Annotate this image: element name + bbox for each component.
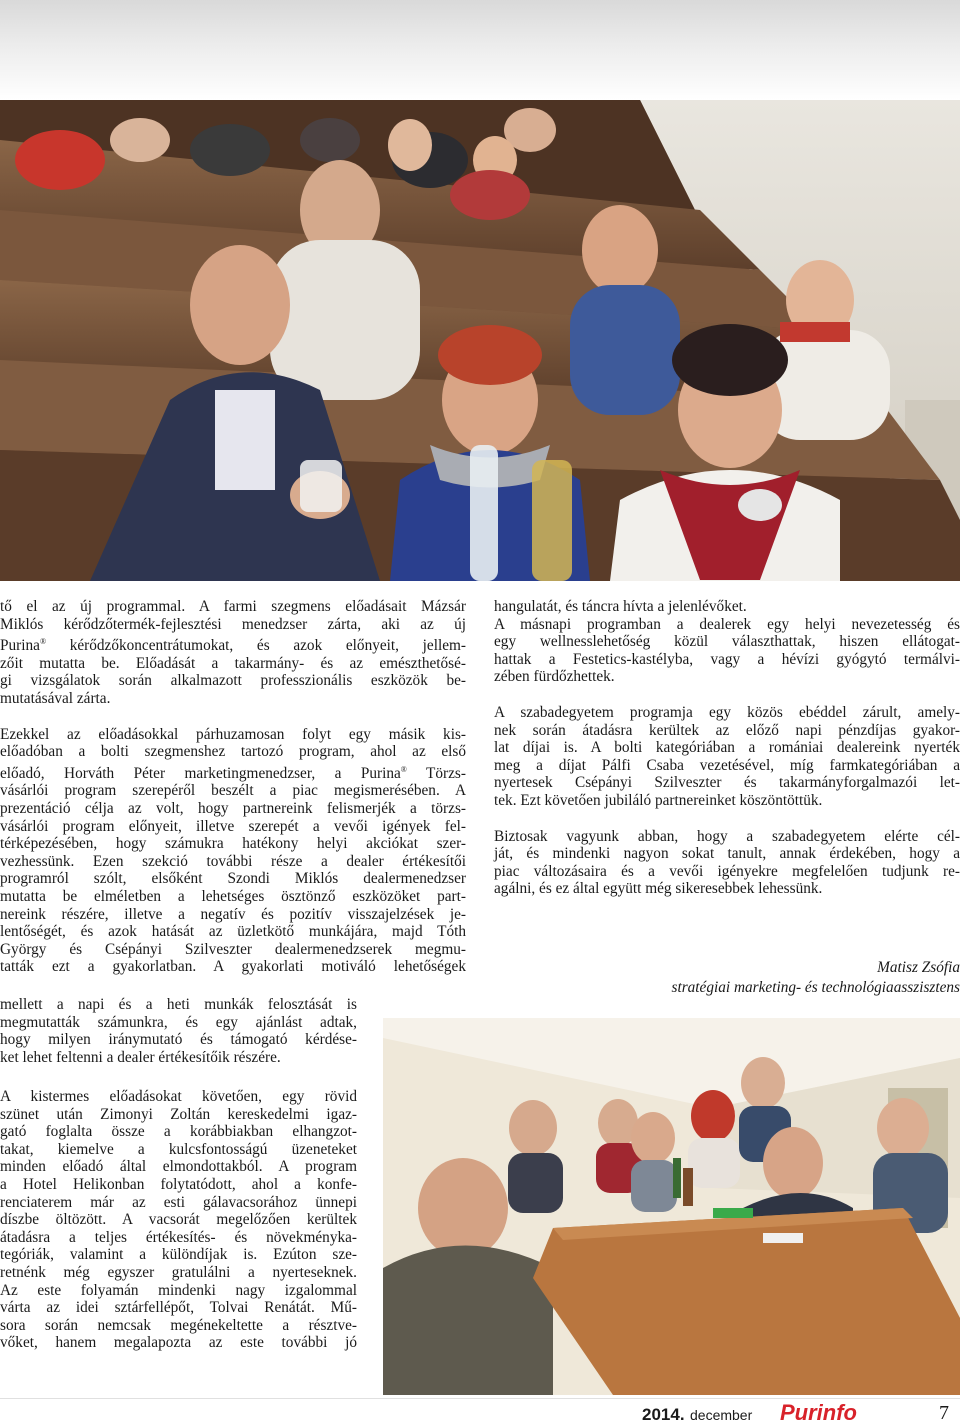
text-line: ját, és mindenki nagyon sokat tanult, annak érdekében, hogy a — [494, 845, 960, 863]
text-line: György és Csépányi Szilveszter dealermenedzserek megmu- — [0, 940, 466, 958]
purinfo-logo-text: Purinfo — [780, 1401, 857, 1423]
footer-divider — [0, 1398, 960, 1399]
text-line: vezhessünk. Ezen szekció további része a dealer értékesítői — [0, 852, 466, 870]
parallel-session-paragraph — [0, 726, 466, 976]
text-line: nyertesek Csépányi Szilveszter és takarmányforgalmazói let- — [494, 774, 960, 792]
text-line: minden előadó által elmondottakból. A program — [0, 1158, 357, 1176]
author-signature — [672, 958, 960, 998]
text-line: vőket, hanem megalapozta az este további jó — [0, 1334, 357, 1352]
text-line: a Hotel Helikonban folytatódott, ahol a konfe- — [0, 1175, 357, 1193]
registered-mark: ® — [400, 764, 407, 774]
left-column-narrow-part — [0, 996, 357, 1066]
text-fragment: kérődzőkoncentrátumokat, és azok előnyeit, jellem- — [46, 637, 466, 655]
text-line: lentőségét, és azok hatását az üzletkötő munkájára, majd Tóth — [0, 923, 466, 941]
text-line: térképezésében, hogy számukra hatékony helyi akciókat szer- — [0, 835, 466, 853]
gala-paragraph-text — [0, 1088, 357, 1352]
text-line: piac változásaira és a vevői igényekre megfelelően tudjunk re- — [494, 862, 960, 880]
text-line: Ezekkel az előadásokkal párhuzamosan folyt egy másik kis- — [0, 725, 466, 743]
author-title: stratégiai marketing- és technológiaasszisztens — [671, 979, 960, 996]
text-line: hattak a Festetics-kastélyba, vagy a hévízi gyógytó termálvi- — [494, 650, 960, 668]
text-line: vásárlói program szerepéről beszélt a piac megismerésében. A — [0, 782, 466, 800]
text-line: A szabadegyetem programja egy közös ebéddel zárult, amely- — [494, 703, 960, 721]
page-number: 7 — [939, 1402, 949, 1424]
text-line: A kistermes előadásokat követően, egy rövid — [0, 1088, 357, 1105]
text-line: mellett a napi és a heti munkák felosztását is — [0, 996, 357, 1013]
right-column — [494, 598, 960, 898]
text-line: takat, kiemelve a kulcsfontosságú üzeneteket — [0, 1140, 357, 1158]
text-line: agálni, és ez által együtt még sikeresebbek lehessünk. — [494, 880, 823, 898]
text-line: lat díjai is. A bolti kategóriában a romániai dealereink nyerték — [494, 739, 960, 757]
text-line: átadásra a teljes értékesítés- és növekményka- — [0, 1228, 357, 1246]
text-line: renciaterem már az esti gálavacsorához ünnepi — [0, 1193, 357, 1211]
text-line: tő el az új programmal. A farmi szegmens előadásait Mázsár — [0, 598, 466, 615]
text-line: egy wellnesslehetőség közül választhattak, hiszen ellátogat- — [494, 633, 960, 651]
text-fragment: Törzs- — [406, 764, 466, 782]
text-line: retnénk még egyszer gratulálni a nyerteseknek. — [0, 1263, 357, 1281]
text-fragment: előadó, Horváth Péter marketingmenedzser, a Purina — [0, 764, 401, 782]
text-line: vásárlói program előnyeit, illetve szerepét a vevői igények fel- — [0, 817, 466, 835]
text-line: előadóban a bolti szegmenshez tartozó program, ahol az első — [0, 743, 466, 761]
text-line: gató foglalta össze a korábbiakban elhangzot- — [0, 1123, 357, 1141]
lecture-hall-photo — [0, 100, 960, 581]
text-line: zőit mutatta be. Előadását a takarmány- és az emészthetősé- — [0, 654, 466, 672]
text-line: mutatásával zárta. — [0, 689, 111, 707]
intro-paragraph — [0, 598, 466, 708]
lecture-hall-illustration — [0, 100, 960, 581]
left-column — [0, 598, 466, 976]
text-line: zében fürdőzhettek. — [494, 668, 615, 686]
text-line: Miklós kérődzőtermék-fejlesztési menedzser zárta, aki az új — [0, 615, 466, 633]
text-line: megmutatták számunkra, és egy ajánlást adtak, — [0, 1013, 357, 1031]
text-line: A másnapi programban a dealerek egy helyi nevezetesség és — [494, 615, 960, 633]
text-line: várta az idei sztárfellépőt, Tolvai Renátát. Mű- — [0, 1299, 357, 1317]
text-line — [0, 761, 466, 783]
text-line: Biztosak vagyunk abban, hogy a szabadegyetem elérte cél- — [494, 827, 960, 845]
registered-mark: ® — [39, 637, 47, 647]
text-line: hogy milyen iránymutató és támogató kérdése- — [0, 1031, 357, 1049]
text-line: gi vizsgálatok során alkalmazott professzionális eszközök be- — [0, 672, 466, 690]
text-line: mutatta be elméletben a lehetséges ösztönző eszközöket part- — [0, 887, 466, 905]
header-fade — [0, 0, 960, 100]
text-line: sora során nemcsak megénekeltette a résztve- — [0, 1316, 357, 1334]
text-line: prezentáció célja az volt, hogy partnereink felismerjék a törzs- — [0, 799, 466, 817]
text-line: nek során átadásra kerültek az előző napi pénzdíjas gyakor- — [494, 721, 960, 739]
text-line — [0, 633, 466, 655]
footer-month: december — [690, 1407, 753, 1423]
meeting-room-illustration — [383, 1018, 960, 1395]
text-line: meg a díjat Pálfi Csaba vezetésével, míg farmkategóriában a — [494, 756, 960, 774]
gala-paragraph — [0, 1088, 357, 1352]
meeting-room-photo — [383, 1018, 960, 1395]
closing-lunch-paragraph — [494, 704, 960, 810]
text-line: Az este folyamán mindenki nagy izgalommal — [0, 1281, 357, 1299]
text-line: tegóriák, valamint a különdíjak is. Ezúton sze- — [0, 1246, 357, 1264]
text-line: nereink részére, illetve a negatív és pozitív visszajelzések je- — [0, 905, 466, 923]
text-line: programról szólt, elsőként Szondi Miklós dealermenedzser — [0, 870, 466, 888]
text-line: tek. Ezt követően jubiláló partnereinket köszöntöttük. — [494, 791, 823, 809]
footer-year: 2014. — [642, 1405, 685, 1424]
text-line: ket lehet feltenni a dealer értékesítőik részére. — [0, 1048, 281, 1066]
text-line: tatták ezt a gyakorlatban. A gyakorlati motiváló lehetőségek — [0, 958, 466, 976]
author-name: Matisz Zsófia — [877, 959, 960, 976]
purinfo-logo — [780, 1401, 904, 1423]
next-day-paragraph — [494, 598, 960, 686]
purina-word: Purina — [0, 637, 40, 655]
text-line: hangulatát, és táncra hívta a jelenlévőket. — [494, 598, 747, 615]
conclusion-paragraph — [494, 828, 960, 898]
text-line: szünet után Zimonyi Zoltán kereskedelmi igaz- — [0, 1105, 357, 1123]
parallel-session-paragraph-continued — [0, 996, 357, 1066]
text-line: díszbe öltözött. A vacsorát megelőzően kerültek — [0, 1211, 357, 1229]
